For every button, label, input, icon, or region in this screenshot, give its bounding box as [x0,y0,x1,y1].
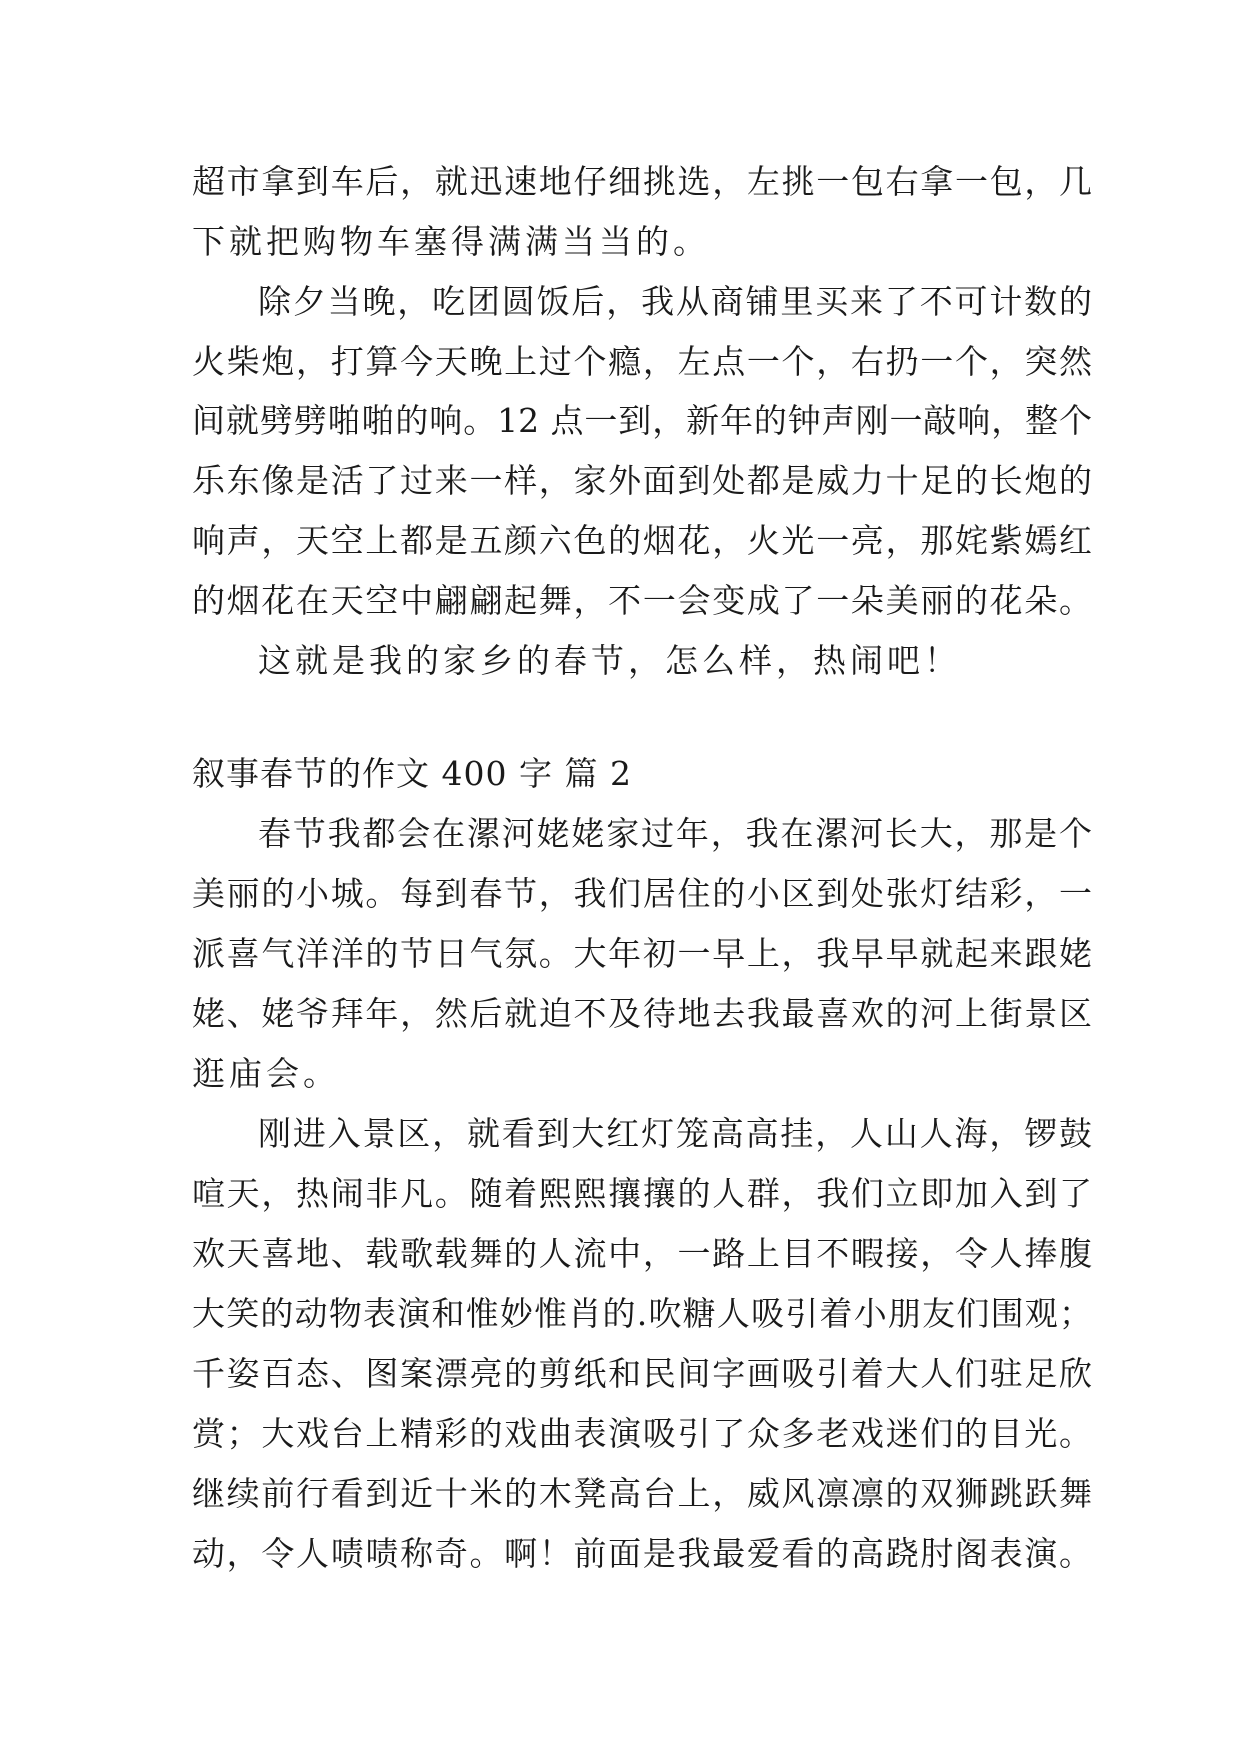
text-line-22: 继续前行看到近十米的木凳高台上，威风凛凛的双狮跳跃舞 [192,1474,1092,1513]
text-line-3: 除夕当晚，吃团圆饭后，我从商铺里买来了不可计数的 [258,282,1092,321]
text-line-19: 大笑的动物表演和惟妙惟肖的.吹糖人吸引着小朋友们围观； [192,1294,1092,1333]
text-line-2: 下就把购物车塞得满满当当的。 [192,222,710,261]
text-line-8: 的烟花在天空中翩翩起舞，不一会变成了一朵美丽的花朵。 [192,581,1092,620]
text-line-6: 乐东像是活了过来一样，家外面到处都是威力十足的长炮的 [192,461,1092,500]
text-line-5: 间就劈劈啪啪的响。12 点一到，新年的钟声刚一敲响，整个 [192,401,1092,440]
text-line-9: 这就是我的家乡的春节，怎么样，热闹吧！ [258,641,961,680]
text-line-20: 千姿百态、图案漂亮的剪纸和民间字画吸引着大人们驻足欣 [192,1354,1092,1393]
text-line-15: 逛庙会。 [192,1054,340,1093]
text-line-16: 刚进入景区，就看到大红灯笼高高挂，人山人海，锣鼓 [258,1114,1092,1153]
text-line-14: 姥、姥爷拜年，然后就迫不及待地去我最喜欢的河上街景区 [192,994,1092,1033]
text-line-23: 动，令人啧啧称奇。啊！前面是我最爱看的高跷肘阁表演。 [192,1534,1092,1573]
text-line-18: 欢天喜地、载歌载舞的人流中，一路上目不暇接，令人捧腹 [192,1234,1092,1273]
text-line-12: 美丽的小城。每到春节，我们居住的小区到处张灯结彩，一 [192,874,1092,913]
text-line-1: 超市拿到车后，就迅速地仔细挑选，左挑一包右拿一包，几 [192,162,1092,201]
section-heading: 叙事春节的作文 400 字 篇 2 [192,754,632,793]
text-line-13: 派喜气洋洋的节日气氛。大年初一早上，我早早就起来跟姥 [192,934,1092,973]
text-line-17: 喧天，热闹非凡。随着熙熙攘攘的人群，我们立即加入到了 [192,1174,1092,1213]
text-line-4: 火柴炮，打算今天晚上过个瘾，左点一个，右扔一个，突然 [192,342,1092,381]
text-line-21: 赏；大戏台上精彩的戏曲表演吸引了众多老戏迷们的目光。 [192,1414,1092,1453]
text-line-11: 春节我都会在漯河姥姥家过年，我在漯河长大，那是个 [258,814,1092,853]
text-line-7: 响声，天空上都是五颜六色的烟花，火光一亮，那姹紫嫣红 [192,521,1092,560]
